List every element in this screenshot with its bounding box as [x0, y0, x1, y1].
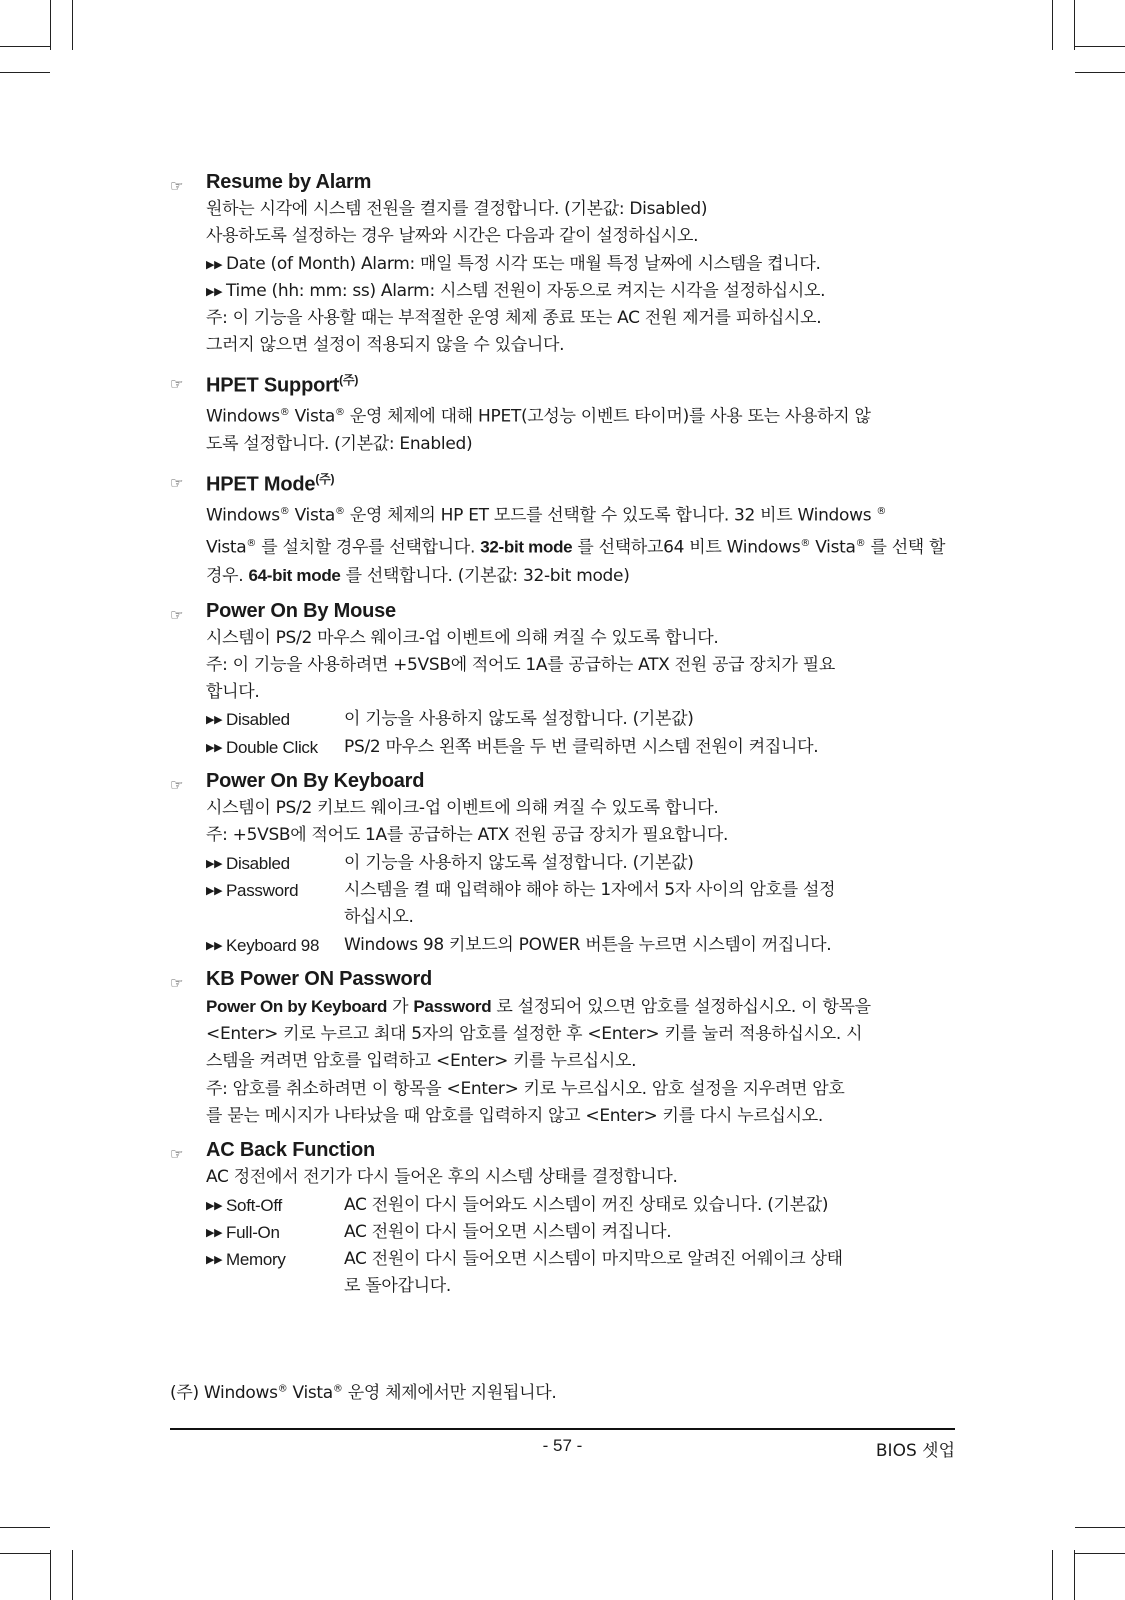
pointing-hand-icon: ☞: [170, 606, 184, 624]
section-kb-power-on-password: [170, 965, 955, 1130]
section-heading: ☞ Resume by Alarm: [170, 168, 955, 196]
pointing-hand-icon: ☞: [170, 777, 184, 795]
section-power-on-by-mouse: [170, 597, 955, 761]
option-label: Double Click: [226, 737, 318, 757]
crop-mark: [1075, 46, 1125, 47]
option-label: Full-On: [226, 1222, 280, 1242]
option-desc: AC 전원이 다시 들어오면 시스템이 켜집니다.: [344, 1221, 672, 1242]
note-line: 주: 암호를 취소하려면 이 항목을 <Enter> 키로 누르십시오. 암호 설정을 지우려면 암호: [206, 1078, 845, 1099]
option-desc: Windows 98 키보드의 POWER 버튼을 누르면 시스템이 꺼집니다.: [344, 934, 832, 955]
double-arrow-icon: ▶▶: [206, 883, 223, 897]
section-heading: ☞ HPET Mode$^{(주)}$: [170, 465, 955, 499]
option-desc: 이 기능을 사용하지 않도록 설정합니다. (기본값): [344, 709, 694, 730]
double-arrow-icon: ▶▶: [206, 284, 223, 298]
body-line: 주: 이 기능을 사용하려면 +5VSB에 적어도 1A를 공급하는 ATX 전원 공급 장치가 필요: [206, 654, 836, 675]
section-heading: ☞ HPET Support$^{(주)}$: [170, 366, 955, 400]
crop-mark: [1075, 72, 1125, 73]
section-hpet-mode: [170, 465, 955, 591]
section-ac-back-function: [170, 1136, 955, 1300]
option-desc: 시스템을 켤 때 입력해야 해야 하는 1자에서 5자 사이의 암호를 설정 하십시오.: [344, 879, 836, 928]
body-line: Windows® Vista® 운영 체제의 HP ET 모드를 선택할 수 있도록 합니다. 32 비트 Windows ®: [206, 506, 887, 526]
body-line: 시스템이 PS/2 마우스 웨이크-업 이벤트에 의해 켜질 수 있도록 합니다.: [206, 627, 719, 648]
double-arrow-icon: ▶▶: [206, 740, 223, 754]
footnote-mark: (주): [339, 372, 359, 387]
footer-title: BIOS 셋업: [875, 1441, 955, 1461]
note-line: 를 묻는 메시지가 나타났을 때 암호를 입력하지 않고 <Enter> 키를 다시 누르십시오.: [206, 1106, 823, 1126]
option-item: [206, 932, 955, 959]
double-arrow-icon: ▶▶: [206, 1253, 223, 1267]
body-line: Vista® 를 설치할 경우를 선택합니다. 32-bit mode 를 선택하고64 비트 Windows® Vista® 를 선택 할: [206, 537, 946, 558]
section-heading: ☞ AC Back Function: [170, 1136, 955, 1164]
option-label: Disabled: [226, 853, 290, 873]
pointing-hand-icon: ☞: [170, 974, 184, 992]
crop-mark: [1052, 1550, 1053, 1600]
body-line: 주: +5VSB에 적어도 1A를 공급하는 ATX 전원 공급 장치가 필요합니다.: [206, 825, 729, 846]
double-arrow-icon: ▶▶: [206, 257, 223, 271]
crop-mark: [50, 1550, 51, 1600]
crop-mark: [1075, 1527, 1125, 1528]
option-item: ▶▶ Time (hh: mm: ss) Alarm: 시스템 전원이 자동으로 켜지는 시각을 설정하십시오.: [206, 278, 955, 305]
option-item: [206, 850, 955, 877]
pointing-hand-icon: ☞: [170, 375, 184, 393]
section-heading: ☞ KB Power ON Password: [170, 965, 955, 993]
crop-mark: [72, 1550, 73, 1600]
crop-mark: [0, 46, 50, 47]
section-heading: ☞ Power On By Mouse: [170, 597, 955, 625]
body-line: 스템을 켜려면 암호를 입력하고 <Enter> 키를 누르십시오.: [206, 1051, 637, 1072]
option-item: [206, 877, 955, 932]
double-arrow-icon: ▶▶: [206, 1225, 223, 1239]
crop-mark: [50, 0, 51, 50]
option-desc: PS/2 마우스 왼쪽 버튼을 두 번 클릭하면 시스템 전원이 켜집니다.: [344, 736, 819, 757]
option-item: [206, 1219, 955, 1246]
option-item: [206, 1246, 955, 1301]
body-line: Power On by Keyboard 가 Password 로 설정되어 있으면 암호를 설정하십시오. 이 항목을: [206, 996, 871, 1017]
note-line: 그러지 않으면 설정이 적용되지 않을 수 있습니다.: [206, 335, 565, 356]
body-line: AC 정전에서 전기가 다시 들어온 후의 시스템 상태를 결정합니다.: [206, 1167, 678, 1188]
crop-mark: [1075, 1553, 1125, 1554]
option-label: Memory: [226, 1250, 286, 1270]
option-desc: 이 기능을 사용하지 않도록 설정합니다. (기본값): [344, 852, 694, 873]
double-arrow-icon: ▶▶: [206, 713, 223, 727]
body-line: 사용하도록 설정하는 경우 날짜와 시간은 다음과 같이 설정하십시오.: [206, 226, 699, 247]
double-arrow-icon: ▶▶: [206, 1198, 223, 1212]
crop-mark: [1074, 0, 1075, 50]
pointing-hand-icon: ☞: [170, 1146, 184, 1164]
section-resume-by-alarm: [170, 168, 955, 360]
option-desc: AC 전원이 다시 들어와도 시스템이 꺼진 상태로 있습니다. (기본값): [344, 1194, 829, 1215]
crop-mark: [0, 72, 50, 73]
option-desc: AC 전원이 다시 들어오면 시스템이 마지막으로 알려진 어웨이크 상태 로 돌아갑니다.: [344, 1249, 843, 1297]
body-line: 합니다.: [206, 682, 260, 703]
note-line: 주: 이 기능을 사용할 때는 부적절한 운영 체제 종료 또는 AC 전원 제거를 피하십시오.: [206, 308, 822, 329]
footnote-mark: (주): [315, 471, 335, 486]
option-item: [206, 1192, 955, 1219]
option-label: Password: [226, 880, 299, 900]
footer-divider: [170, 1428, 955, 1430]
double-arrow-icon: ▶▶: [206, 938, 223, 952]
option-label: Disabled: [226, 710, 290, 730]
crop-mark: [0, 1553, 50, 1554]
page-content: [170, 168, 955, 1307]
crop-mark: [1074, 1550, 1075, 1600]
section-heading: ☞ Power On By Keyboard: [170, 767, 955, 795]
section-hpet-support: [170, 366, 955, 459]
option-label: Keyboard 98: [226, 935, 320, 955]
pointing-hand-icon: ☞: [170, 178, 184, 195]
body-line: 도록 설정합니다. (기본값: Enabled): [206, 434, 473, 455]
pointing-hand-icon: ☞: [170, 474, 184, 492]
body-line: Windows® Vista® 운영 체제에 대해 HPET(고성능 이벤트 타이머)를 사용 또는 사용하지 않: [206, 407, 871, 428]
option-label: Soft-Off: [226, 1195, 282, 1215]
section-power-on-by-keyboard: [170, 767, 955, 959]
option-item: [206, 706, 955, 733]
double-arrow-icon: ▶▶: [206, 856, 223, 870]
option-item: ▶▶ Date (of Month) Alarm: 매일 특정 시각 또는 매월 특정 날짜에 시스템을 켭니다.: [206, 251, 955, 278]
footnote: (주) Windows® Vista® 운영 체제에서만 지원됩니다.: [170, 1383, 557, 1403]
crop-mark: [0, 1527, 50, 1528]
body-line: 경우. 64-bit mode 를 선택합니다. (기본값: 32-bit mode): [206, 566, 630, 587]
body-line: 시스템이 PS/2 키보드 웨이크-업 이벤트에 의해 켜질 수 있도록 합니다.: [206, 798, 719, 819]
body-line: 원하는 시각에 시스템 전원을 켤지를 결정합니다. (기본값: Disabled): [206, 199, 708, 219]
option-item: [206, 734, 955, 761]
crop-mark: [72, 0, 73, 50]
crop-mark: [1052, 0, 1053, 50]
page-number: - 57 -: [542, 1436, 583, 1455]
body-line: <Enter> 키로 누르고 최대 5자의 암호를 설정한 후 <Enter> 키를 눌러 적용하십시오. 시: [206, 1024, 863, 1045]
